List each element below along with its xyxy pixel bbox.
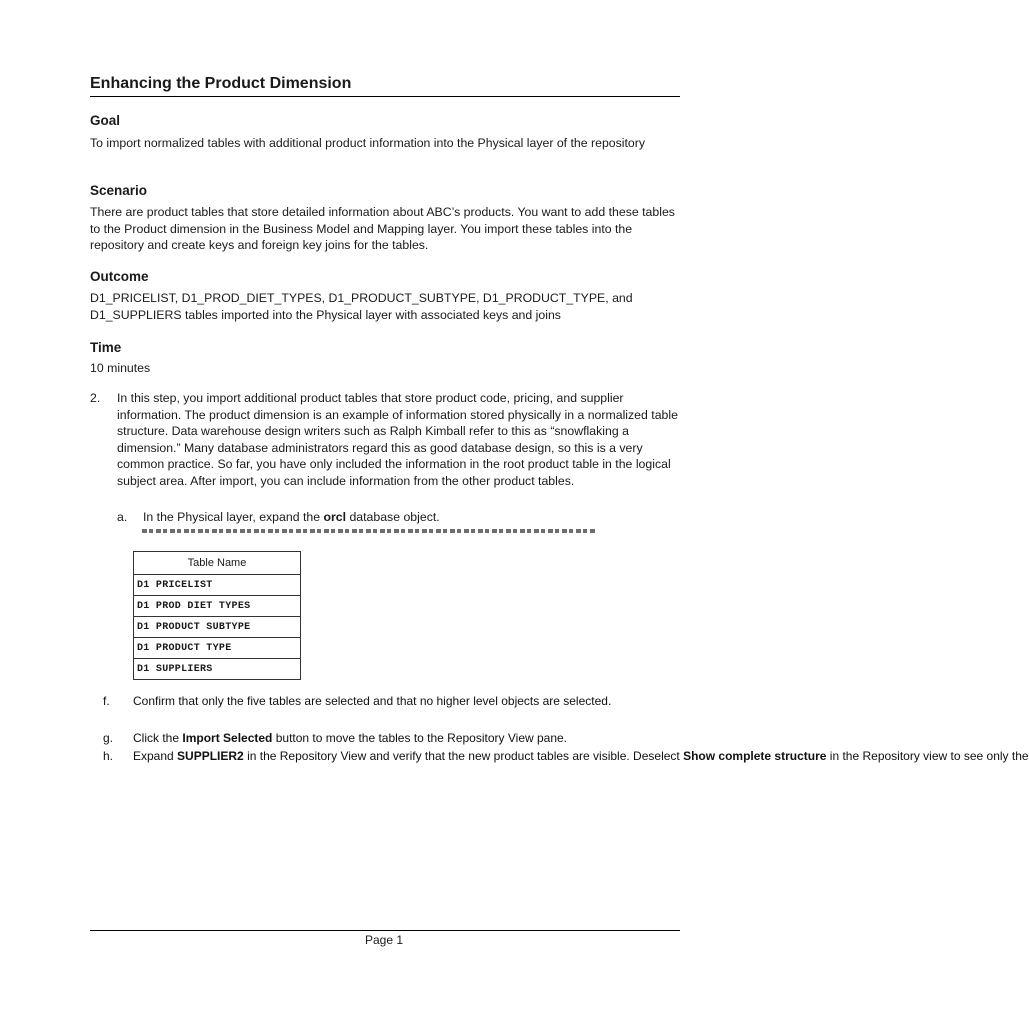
step-number: 2. — [90, 391, 101, 405]
time-heading: Time — [90, 340, 122, 355]
table-row: D1 SUPPLIERS — [134, 659, 301, 680]
step-text: In this step, you import additional product tables that store product code, pricing, and supplier information. The product dimension is an example of information stored physically in a normalized table structure. Data warehouse design writers such as Ralph Kimball refer to this as “snowflaking a dimension.” Many database administrators regard this as good database design, so this is a very common practice. So far, you have only included the information in the root product table in the logical subject area. After import, you can include information from the other product tables. — [117, 391, 678, 488]
clipped-text-remnant — [117, 528, 597, 534]
substep-label: f. — [103, 694, 110, 708]
footer-rule — [90, 930, 680, 931]
outcome-text: D1_PRICELIST, D1_PROD_DIET_TYPES, D1_PRODUCT_SUBTYPE, D1_PRODUCT_TYPE, and D1_SUPPLIERS tables imported into the Physical layer with associated keys and joins — [90, 291, 633, 322]
substep-text: In the Physical layer, expand the orcl database object. — [143, 510, 440, 524]
table-row: D1 PRODUCT TYPE — [134, 638, 301, 659]
outcome-heading: Outcome — [90, 269, 149, 284]
substep-g — [103, 730, 623, 747]
substep-text: Confirm that only the five tables are selected and that no higher level objects are selected. — [133, 694, 612, 708]
scenario-text: There are product tables that store detailed information about ABC’s products. You want to add these tables to the Product dimension in the Business Model and Mapping layer. You import these tables into the repository and create keys and foreign key joins for the tables. — [90, 205, 675, 252]
substep-label: g. — [103, 731, 114, 745]
page-number: Page 1 — [364, 933, 404, 947]
table-row: D1 PROD DIET TYPES — [134, 596, 301, 617]
scenario-heading: Scenario — [90, 183, 148, 198]
substep-h — [103, 748, 1029, 782]
page-title: Enhancing the Product Dimension — [90, 75, 352, 92]
substep-a — [117, 509, 677, 526]
substep-f — [103, 693, 623, 727]
substep-label: h. — [103, 749, 114, 763]
substep-text: Click the Import Selected button to move the tables to the Repository View pane. — [133, 731, 568, 745]
step-2 — [90, 390, 680, 510]
table-row: D1 PRICELIST — [134, 575, 301, 596]
goal-text: To import normalized tables with additional product information into the Physical layer of the repository — [90, 136, 646, 150]
substep-text: Expand SUPPLIER2 in the Repository View and verify that the new product tables are visible. Deselect Show complete structure in the Repository view to see only the — [133, 749, 1029, 763]
table-header: Table Name — [134, 552, 301, 575]
table-name-list — [133, 551, 301, 680]
title-rule — [90, 96, 680, 97]
table-row: D1 PRODUCT SUBTYPE — [134, 617, 301, 638]
goal-heading: Goal — [90, 113, 121, 128]
substep-label: a. — [117, 510, 128, 524]
time-text: 10 minutes — [90, 361, 151, 375]
